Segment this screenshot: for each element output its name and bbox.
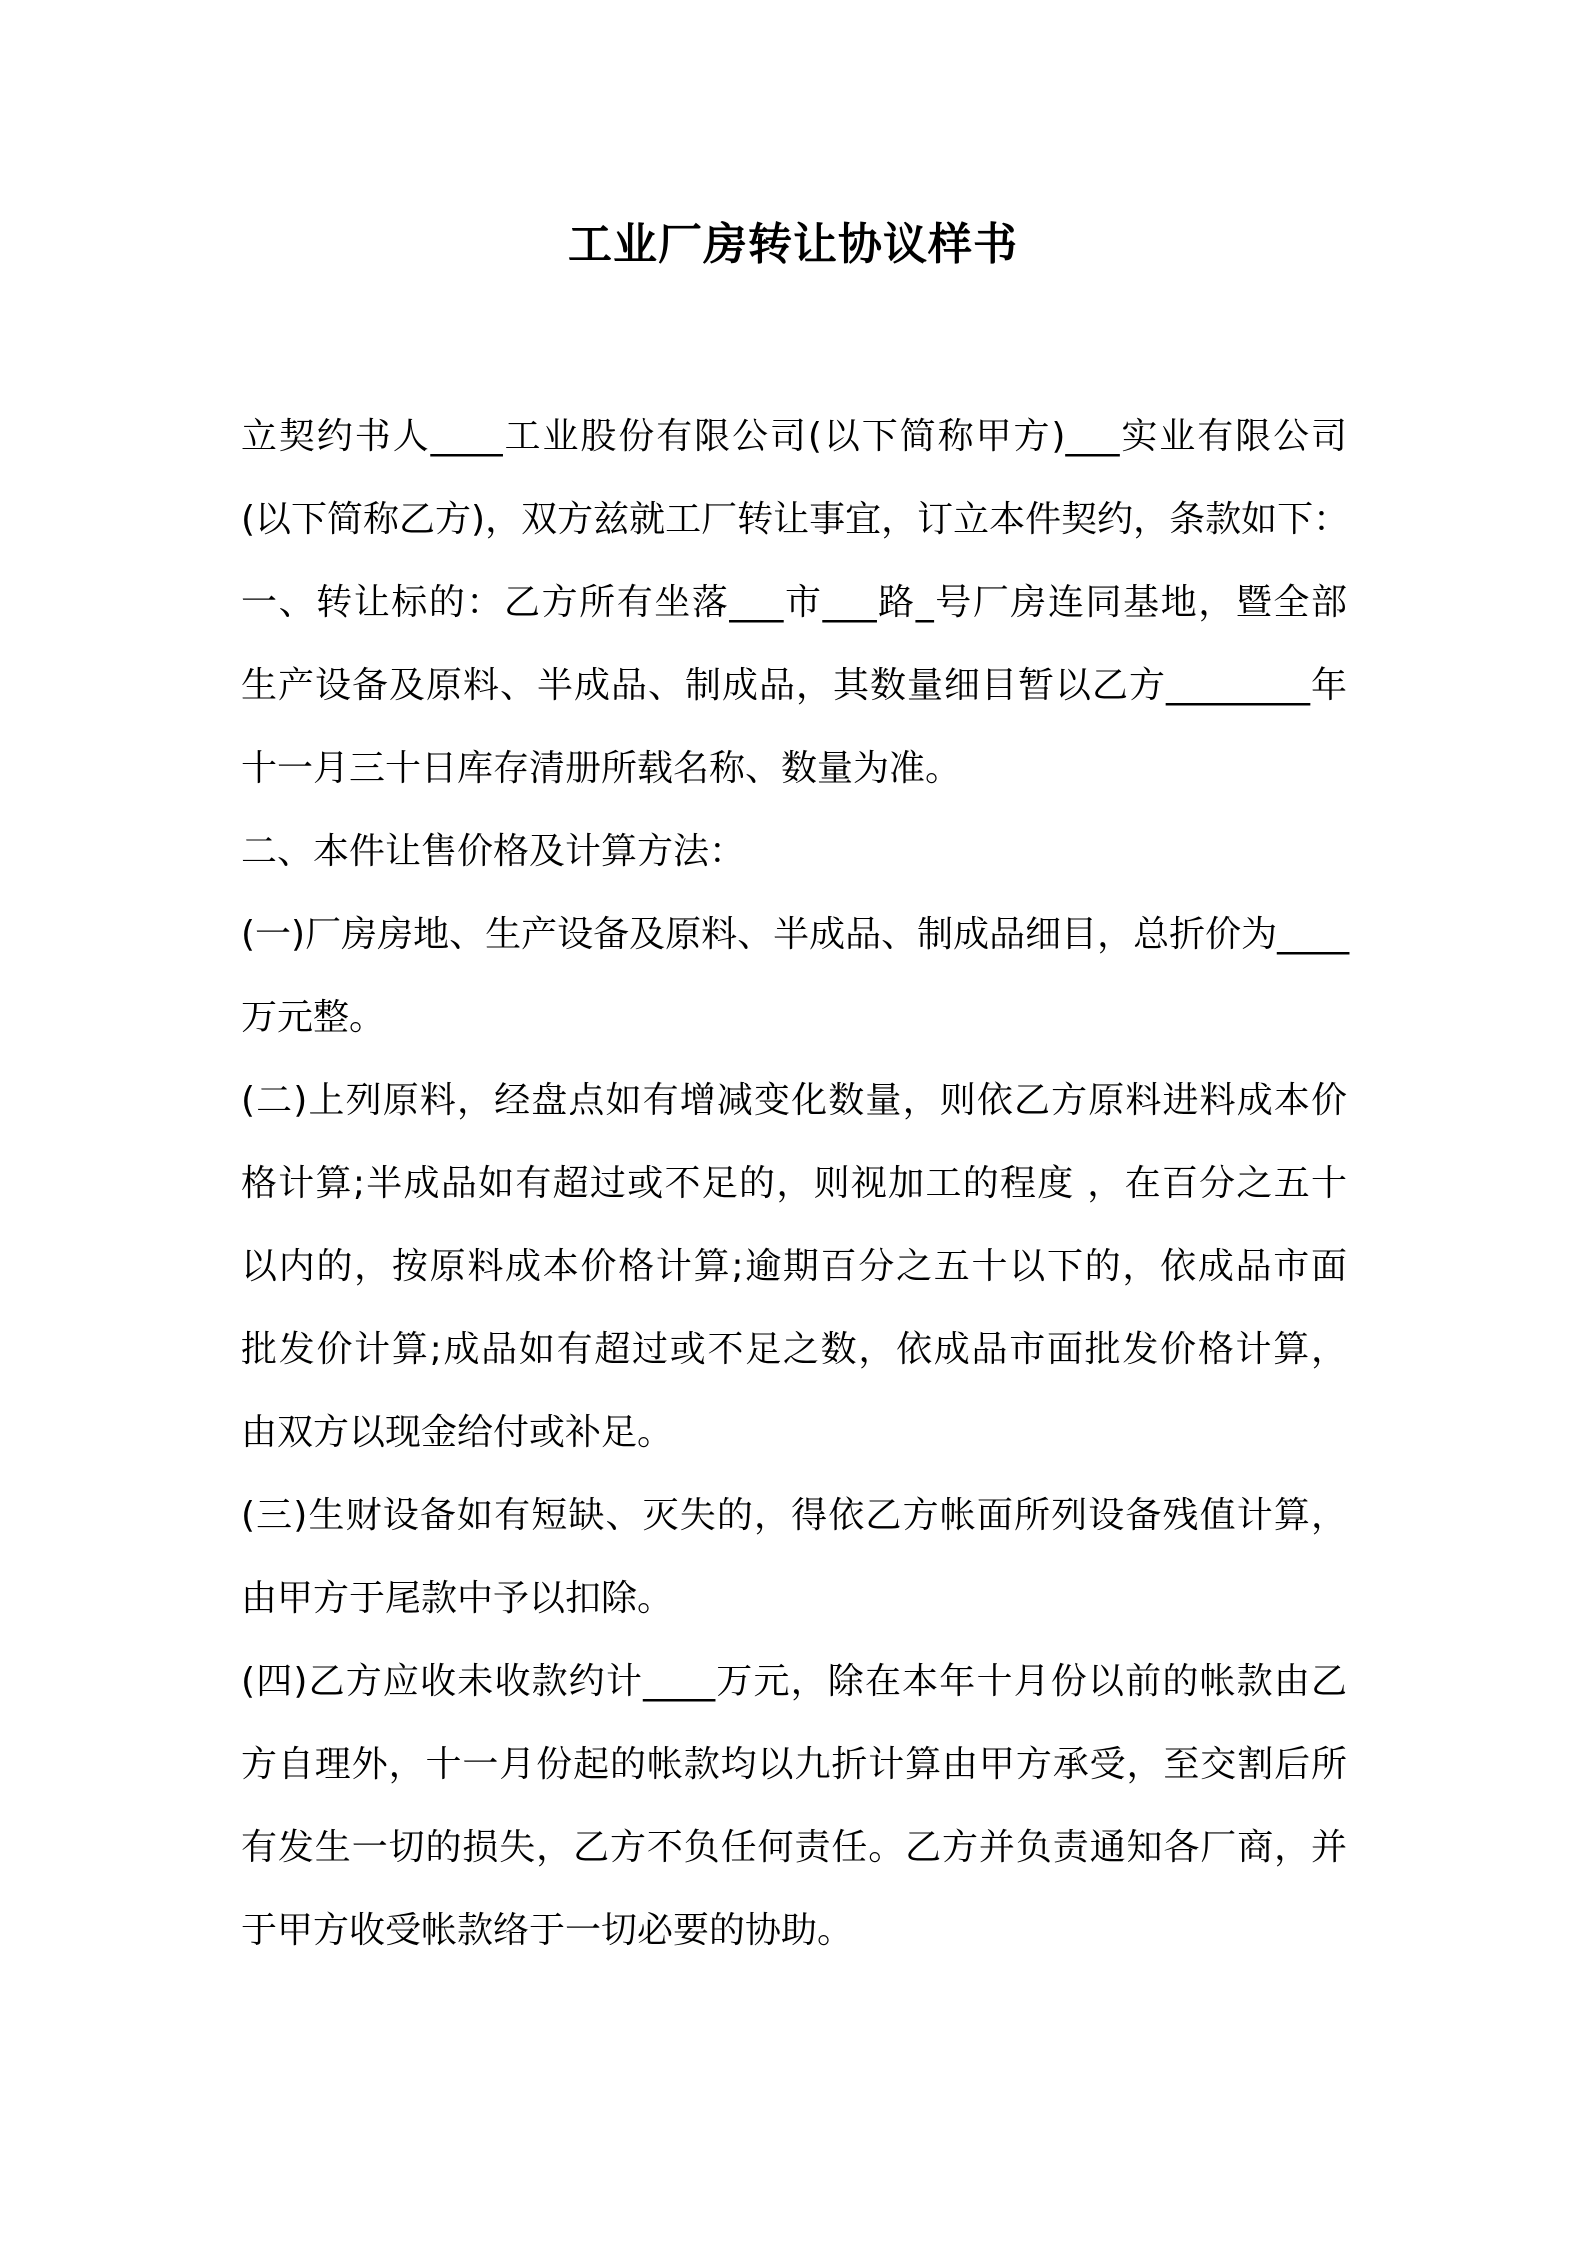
text-line: (三)生财设备如有短缺、灭失的，得依乙方帐面所列设备残值计算， xyxy=(241,1495,1347,1536)
text-line: 以内的，按原料成本价格计算;逾期百分之五十以下的，依成品市面 xyxy=(241,1246,1347,1287)
text-line: 有发生一切的损失，乙方不负任何责任。乙方并负责通知各厂商，并 xyxy=(241,1827,1347,1868)
text-line: 万元整。 xyxy=(241,997,386,1038)
text-line: (四)乙方应收未收款约计____万元，除在本年十月份以前的帐款由乙 xyxy=(241,1661,1347,1702)
text-line: (二)上列原料，经盘点如有增减变化数量，则依乙方原料进料成本价 xyxy=(241,1080,1347,1121)
text-line: 由甲方于尾款中予以扣除。 xyxy=(241,1578,674,1619)
document-body xyxy=(241,407,1350,1984)
document-title: 工业厂房转让协议样书 xyxy=(568,219,1018,270)
text-line: 批发价计算;成品如有超过或不足之数，依成品市面批发价格计算， xyxy=(241,1329,1347,1370)
text-line: (以下简称乙方)，双方兹就工厂转让事宜，订立本件契约，条款如下： xyxy=(241,499,1350,540)
text-line: (一)厂房房地、生产设备及原料、半成品、制成品细目，总折价为____ xyxy=(241,914,1350,955)
text-line: 生产设备及原料、半成品、制成品，其数量细目暂以乙方________年 xyxy=(241,665,1347,706)
text-line: 由双方以现金给付或补足。 xyxy=(241,1412,674,1453)
text-line: 方自理外，十一月份起的帐款均以九折计算由甲方承受，至交割后所 xyxy=(241,1744,1347,1785)
text-line: 立契约书人____工业股份有限公司(以下简称甲方)___实业有限公司 xyxy=(241,416,1347,457)
text-line: 于甲方收受帐款络于一切必要的协助。 xyxy=(241,1910,854,1951)
text-line: 格计算;半成品如有超过或不足的，则视加工的程度 ，在百分之五十 xyxy=(241,1163,1347,1204)
text-line: 一、转让标的：乙方所有坐落___市___路_号厂房连同基地，暨全部 xyxy=(241,582,1347,623)
text-line: 二、本件让售价格及计算方法： xyxy=(241,831,746,872)
text-line: 十一月三十日库存清册所载名称、数量为准。 xyxy=(241,748,962,789)
